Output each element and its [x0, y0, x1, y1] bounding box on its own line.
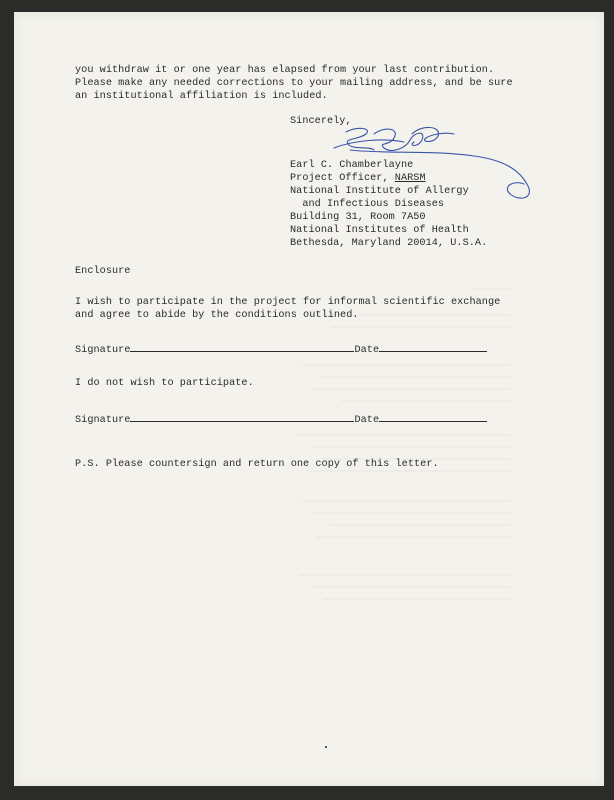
decline-text: I do not wish to participate.: [75, 378, 254, 389]
body-line-2: Please make any needed corrections to your mailing address, and be sure: [75, 78, 513, 89]
signer-address-line-1: National Institute of Allergy: [290, 186, 469, 197]
signer-address-line-5: Bethesda, Maryland 20014, U.S.A.: [290, 238, 488, 249]
signature-field-2[interactable]: [130, 412, 354, 422]
signer-address-line-4: National Institutes of Health: [290, 225, 469, 236]
signer-address-line-2: and Infectious Diseases: [290, 199, 445, 210]
bleed-texture: [281, 285, 511, 615]
date-label-1: Date: [354, 345, 380, 356]
signature-field-1[interactable]: [130, 342, 354, 352]
closing-text: Sincerely,: [290, 116, 352, 127]
date-label-2: Date: [354, 415, 380, 426]
signature-label-2: Signature: [75, 415, 131, 426]
enclosure-label: Enclosure: [75, 266, 131, 277]
signature-row-1: [75, 342, 487, 357]
body-line-3: an institutional affiliation is included.: [75, 91, 328, 102]
signer-name: Earl C. Chamberlayne: [290, 160, 414, 171]
signer-title: [290, 173, 426, 185]
body-line-1: you withdraw it or one year has elapsed from your last contribution.: [75, 65, 495, 76]
participate-line-1: I wish to participate in the project for informal scientific exchange: [75, 297, 501, 308]
letter-page: [14, 12, 604, 786]
signature-label-1: Signature: [75, 345, 131, 356]
date-field-2[interactable]: [379, 412, 487, 422]
signer-address-line-3: Building 31, Room 7A50: [290, 212, 426, 223]
signer-title-code: NARSM: [394, 173, 426, 184]
signature-row-2: [75, 412, 487, 427]
signer-title-prefix: Project Officer,: [290, 173, 395, 184]
postscript-text: P.S. Please countersign and return one copy of this letter.: [75, 459, 439, 470]
participate-line-2: and agree to abide by the conditions outlined.: [75, 310, 359, 321]
date-field-1[interactable]: [379, 342, 487, 352]
stray-mark: [325, 746, 327, 748]
